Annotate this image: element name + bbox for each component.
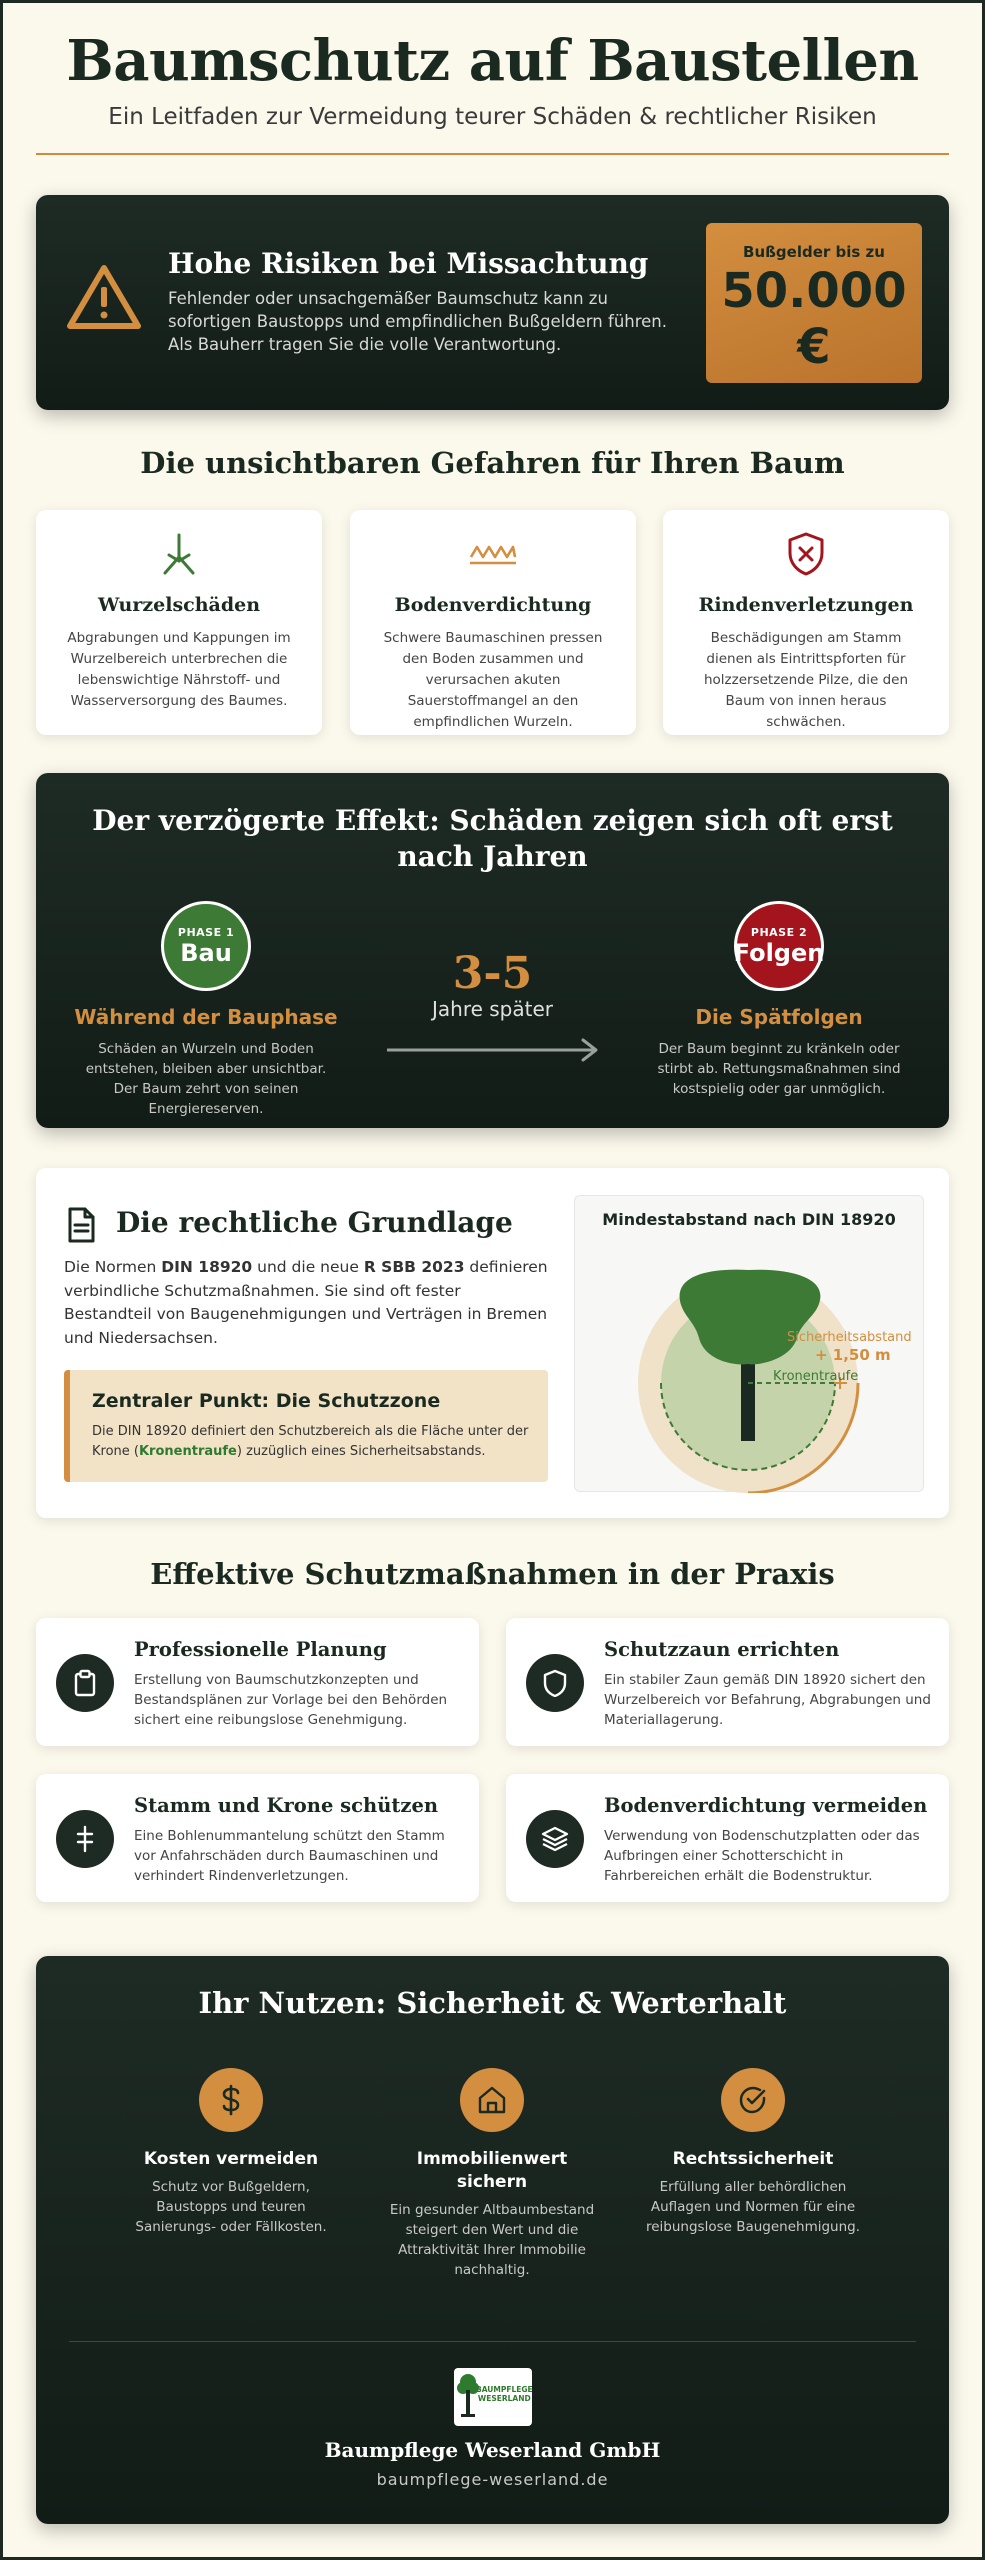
fine-box: [706, 223, 922, 383]
phase-2-word: Folgen: [733, 938, 825, 967]
page-header: [36, 28, 949, 130]
legal-section: [36, 1168, 949, 1518]
company-name: Baumpflege Weserland GmbH: [324, 2438, 661, 2462]
danger-title: Wurzelschäden: [97, 594, 261, 616]
arrow-right-icon: [385, 1037, 601, 1063]
shield-icon: [526, 1654, 584, 1712]
delayed-effect-title: Der verzögerte Effekt: Schäden zeigen sich oft erst nach Jahren: [92, 804, 893, 873]
tree-diagram: [575, 1196, 925, 1493]
phase-1: [56, 901, 356, 1119]
page-subtitle: Ein Leitfaden zur Vermeidung teurer Schäden & rechtlicher Risiken: [108, 104, 877, 130]
soil-compaction-icon: [350, 530, 636, 578]
measure-text: Ein stabiler Zaun gemäß DIN 18920 sichert den Wurzelbereich vor Befahrung, Abgrabungen und Materiallagerung.: [604, 1672, 931, 1728]
measure-title: Professionelle Planung: [134, 1638, 387, 1661]
shield-x-icon: [663, 530, 949, 578]
diagram-title: Mindestabstand nach DIN 18920: [602, 1210, 896, 1229]
phase-1-title: Während der Bauphase: [74, 1005, 338, 1029]
measure-title: Bodenverdichtung vermeiden: [604, 1794, 928, 1817]
roots-icon: [36, 530, 322, 578]
phase-2-title: Die Spätfolgen: [695, 1005, 863, 1029]
benefit-text: Erfüllung aller behördlichen Auflagen und Normen für eine reibungslose Baugenehmigung.: [645, 2179, 861, 2235]
benefit-text: Schutz vor Bußgeldern, Baustopps und teuren Sanierungs- oder Fällkosten.: [135, 2179, 327, 2235]
benefit-text: Ein gesunder Altbaumbestand steigert den Wert und die Attraktivität Ihrer Immobilie nachhaltig.: [389, 2202, 595, 2278]
measure-card-trunk: [36, 1774, 479, 1902]
phase-1-word: Bau: [180, 938, 232, 967]
delay-years: 3-5: [452, 948, 533, 999]
measure-text: Erstellung von Baumschutzkonzepten und Bestandsplänen zur Vorlage bei den Behörden sichert eine reibungslose Genehmigung.: [134, 1672, 448, 1728]
benefit-property-value: [382, 2068, 602, 2280]
benefit-title: Immobilienwert sichern: [416, 2149, 568, 2192]
footer-divider: [69, 2341, 916, 2342]
crown-drip-label: Kronentraufe: [773, 1369, 859, 1384]
safety-distance-label: Sicherheitsabstand: [787, 1330, 912, 1345]
danger-text: Beschädigungen am Stamm dienen als Eintrittspforten für holzzersetzende Pilze, die den Baum von innen heraus schwächen.: [703, 630, 908, 730]
measure-card-planning: [36, 1618, 479, 1746]
phase-2-circle: [734, 901, 824, 991]
protection-zone-box: [64, 1370, 548, 1482]
logo-text: BAUMPFLEGE WESERLAND: [476, 2385, 533, 2403]
measure-title: Schutzzaun errichten: [604, 1638, 840, 1661]
company-logo: [454, 2368, 532, 2426]
phase-2-text: Der Baum beginnt zu kränkeln oder stirbt ab. Rettungsmaßnahmen sind kostspielig oder gar unmöglich.: [657, 1041, 901, 1097]
zone-title: Zentraler Punkt: Die Schutzzone: [92, 1390, 441, 1412]
page-title: Baumschutz auf Baustellen: [66, 28, 919, 94]
danger-text: Abgrabungen und Kappungen im Wurzelbereich unterbrechen die lebenswichtige Nährstoff- und Wasserversorgung des Baumes.: [67, 630, 291, 709]
benefit-title: Kosten vermeiden: [143, 2149, 319, 2169]
legal-text: Die Normen DIN 18920 und die neue R SBB 2023 definieren verbindliche Schutzmaßnahmen. Sie sind oft fester Bestandteil von Baugenehmigungen und Verträgen in Bremen und Niedersachsen.: [64, 1258, 548, 1347]
measure-text: Eine Bohlenummantelung schützt den Stamm vor Anfahrschäden durch Baumaschinen und verhindert Rindenverletzungen.: [134, 1828, 445, 1884]
risk-text: Fehlender oder unsachgemäßer Baumschutz kann zu sofortigen Baustopps und empfindlichen Bußgeldern führen. Als Bauherr tragen Sie die volle Verantwortung.: [168, 289, 668, 354]
trunk-guard-icon: [56, 1810, 114, 1868]
layers-icon: [526, 1810, 584, 1868]
dollar-icon: [199, 2068, 263, 2132]
measure-text: Verwendung von Bodenschutzplatten oder das Aufbringen einer Schotterschicht in Fahrbereichen erhält die Bodenstruktur.: [604, 1828, 920, 1884]
danger-card-bark: [663, 510, 949, 735]
home-icon: [460, 2068, 524, 2132]
measures-title: Effektive Schutzmaßnahmen in der Praxis: [150, 1557, 835, 1591]
delay-middle: [376, 948, 609, 1067]
risk-banner: [36, 195, 949, 410]
zone-text: Die DIN 18920 definiert den Schutzbereich als die Fläche unter der Krone (Kronentraufe) zuzüglich eines Sicherheitsabstands.: [92, 1424, 529, 1459]
fine-amount: 50.000: [721, 263, 907, 319]
delay-years-label: Jahre später: [431, 997, 553, 1021]
legal-title: Die rechtliche Grundlage: [116, 1206, 513, 1239]
benefit-title: Rechtssicherheit: [672, 2149, 834, 2169]
measure-title: Stamm und Krone schützen: [134, 1794, 439, 1817]
measure-card-fence: [506, 1618, 949, 1746]
protection-zone-diagram: [574, 1195, 924, 1492]
phase-1-text: Schäden an Wurzeln und Boden entstehen, bleiben aber unsichtbar. Der Baum zehrt von seinen Energiereserven.: [85, 1041, 327, 1117]
dangers-title: Die unsichtbaren Gefahren für Ihren Baum: [140, 446, 845, 480]
distance-value-label: + 1,50 m: [815, 1346, 891, 1364]
header-divider: [36, 153, 949, 155]
benefit-legal-certainty: [643, 2068, 863, 2237]
phase-1-tag: PHASE 1: [177, 925, 235, 939]
fine-label: Bußgelder bis zu: [743, 243, 885, 261]
phase-1-circle: [161, 901, 251, 991]
phase-2-tag: PHASE 2: [750, 925, 808, 939]
warning-icon: [66, 263, 142, 335]
danger-card-compaction: [350, 510, 636, 735]
benefit-costs: [121, 2068, 341, 2237]
document-icon: [64, 1206, 98, 1248]
clipboard-icon: [56, 1654, 114, 1712]
fine-currency: €: [797, 319, 831, 375]
phase-2: [629, 901, 929, 1099]
benefits-section: [36, 1956, 949, 2524]
benefits-title: Ihr Nutzen: Sicherheit & Werterhalt: [198, 1986, 787, 2020]
danger-title: Rindenverletzungen: [698, 594, 914, 616]
danger-title: Bodenverdichtung: [394, 594, 592, 616]
measure-card-soil: [506, 1774, 949, 1902]
danger-card-roots: [36, 510, 322, 735]
check-circle-icon: [721, 2068, 785, 2132]
danger-text: Schwere Baumaschinen pressen den Boden zusammen und verursachen akuten Sauerstoffmangel an den empfindlichen Wurzeln.: [383, 630, 603, 730]
delayed-effect-section: [36, 773, 949, 1128]
risk-title: Hohe Risiken bei Missachtung: [168, 247, 649, 280]
company-url[interactable]: baumpflege-weserland.de: [376, 2470, 609, 2489]
